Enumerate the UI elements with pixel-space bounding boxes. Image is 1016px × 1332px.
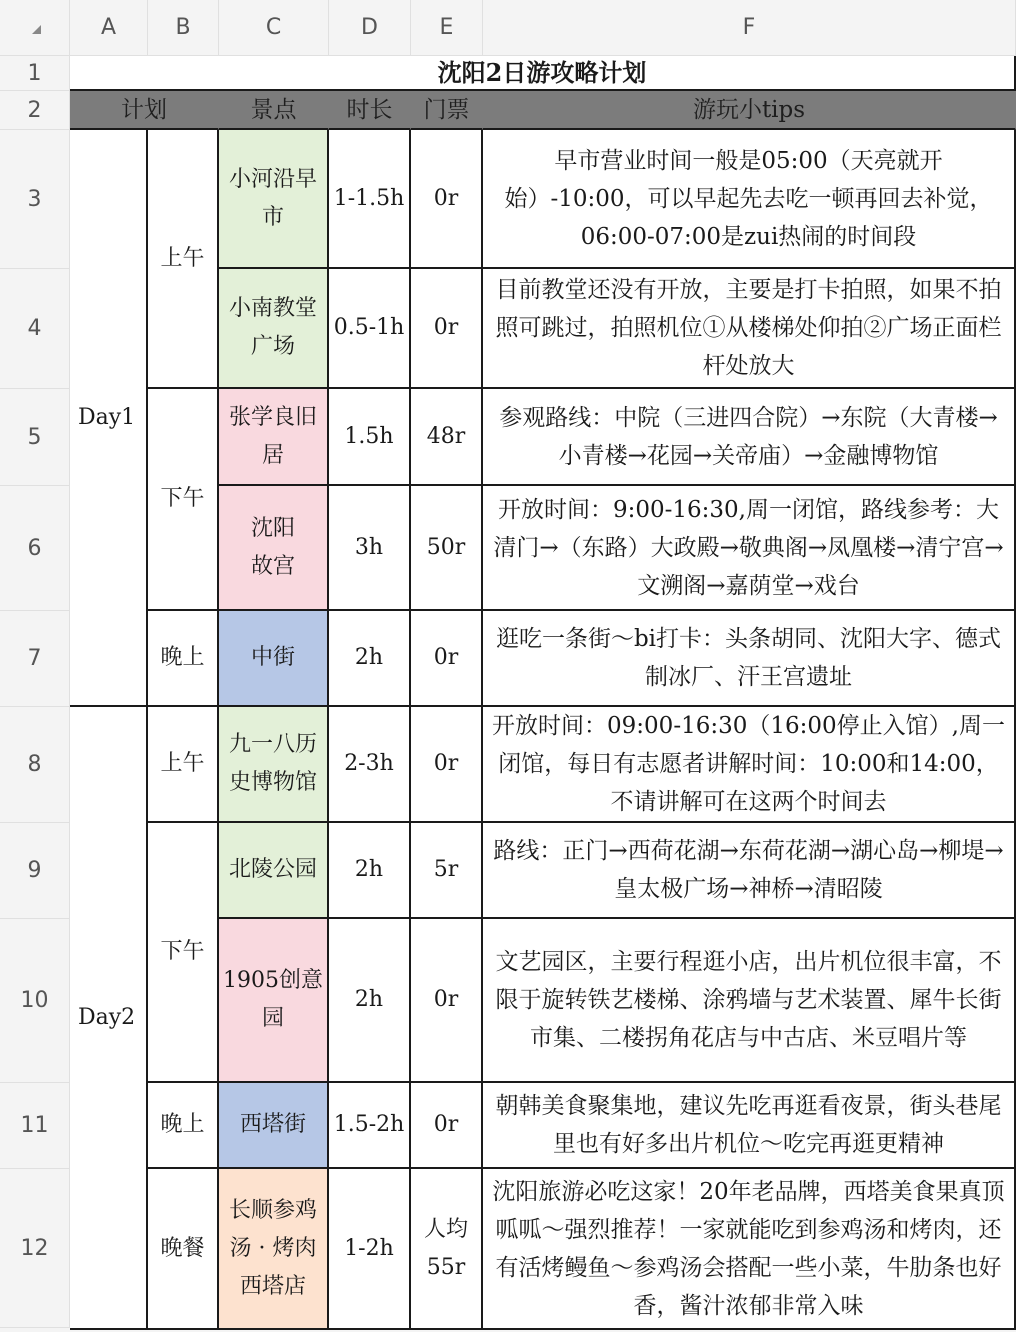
header-spot[interactable]: 景点 xyxy=(219,91,329,130)
row-header-5[interactable]: 5 xyxy=(0,389,70,486)
tips-cell[interactable]: 朝韩美食聚集地，建议先吃再逛看夜景，街头巷尾里也有好多出片机位～吃完再逛更精神 xyxy=(483,1083,1016,1169)
duration-cell[interactable]: 3h xyxy=(329,486,411,611)
row-header-2[interactable]: 2 xyxy=(0,91,70,130)
period-day2-dinner[interactable]: 晚餐 xyxy=(148,1169,219,1330)
tips-cell[interactable]: 开放时间：9:00-16:30,周一闭馆，路线参考：大清门→（东路）大政殿→敬典阁→凤凰楼→清宁宫→文溯阁→嘉荫堂→戏台 xyxy=(483,486,1016,611)
day1-cell[interactable]: Day1 xyxy=(70,130,148,707)
ticket-cell[interactable]: 0r xyxy=(411,269,483,389)
row-header-3[interactable]: 3 xyxy=(0,130,70,269)
tips-cell[interactable]: 开放时间：09:00-16:30（16:00停止入馆）,周一闭馆，每日有志愿者讲解时间：10:00和14:00，不请讲解可在这两个时间去 xyxy=(483,707,1016,823)
column-header-b[interactable]: B xyxy=(148,0,219,56)
column-header-d[interactable]: D xyxy=(329,0,411,56)
ticket-cell[interactable]: 0r xyxy=(411,707,483,823)
column-header-a[interactable]: A xyxy=(70,0,148,56)
ticket-cell[interactable]: 0r xyxy=(411,919,483,1083)
spot-cell[interactable]: 中街 xyxy=(219,611,329,707)
column-header-c[interactable]: C xyxy=(219,0,329,56)
column-header-e[interactable]: E xyxy=(411,0,483,56)
spot-cell[interactable]: 长顺参鸡汤 · 烤肉西塔店 xyxy=(219,1169,329,1330)
day2-cell[interactable]: Day2 xyxy=(70,707,148,1330)
spot-cell[interactable]: 张学良旧居 xyxy=(219,389,329,486)
row-header-11[interactable]: 11 xyxy=(0,1083,70,1169)
header-plan[interactable]: 计划 xyxy=(70,91,219,130)
column-header-f[interactable]: F xyxy=(483,0,1016,56)
spot-cell[interactable]: 九一八历史博物馆 xyxy=(219,707,329,823)
row-header-8[interactable]: 8 xyxy=(0,707,70,823)
header-tips[interactable]: 游玩小tips xyxy=(483,91,1016,130)
spot-cell[interactable]: 1905创意园 xyxy=(219,919,329,1083)
row-header-7[interactable]: 7 xyxy=(0,611,70,707)
duration-cell[interactable]: 1-1.5h xyxy=(329,130,411,269)
period-day1-morning[interactable]: 上午 xyxy=(148,130,219,389)
duration-cell[interactable]: 2-3h xyxy=(329,707,411,823)
tips-cell[interactable]: 沈阳旅游必吃这家！20年老品牌，西塔美食果真顶呱呱～强烈推荐！一家就能吃到参鸡汤和烤肉，还有活烤鳗鱼～参鸡汤会搭配一些小菜，牛肋条也好香，酱汁浓郁非常入味 xyxy=(483,1169,1016,1330)
header-ticket[interactable]: 门票 xyxy=(411,91,483,130)
period-day1-evening[interactable]: 晚上 xyxy=(148,611,219,707)
sheet-title[interactable]: 沈阳2日游攻略计划 xyxy=(70,56,1016,91)
duration-cell[interactable]: 1.5h xyxy=(329,389,411,486)
tips-cell[interactable]: 文艺园区，主要行程逛小店，出片机位很丰富，不限于旋转铁艺楼梯、涂鸦墙与艺术装置、犀牛长街市集、二楼拐角花店与中古店、米豆唱片等 xyxy=(483,919,1016,1083)
spot-cell[interactable]: 沈阳故宫 xyxy=(219,486,329,611)
spot-cell[interactable]: 西塔街 xyxy=(219,1083,329,1169)
ticket-cell[interactable]: 0r xyxy=(411,1083,483,1169)
tips-cell[interactable]: 早市营业时间一般是05:00（天亮就开始）-10:00，可以早起先去吃一顿再回去补觉，06:00-07:00是zui热闹的时间段 xyxy=(483,130,1016,269)
ticket-cell[interactable]: 0r xyxy=(411,130,483,269)
period-day1-afternoon[interactable]: 下午 xyxy=(148,389,219,611)
duration-cell[interactable]: 2h xyxy=(329,611,411,707)
duration-cell[interactable]: 0.5-1h xyxy=(329,269,411,389)
header-duration[interactable]: 时长 xyxy=(329,91,411,130)
period-day2-evening[interactable]: 晚上 xyxy=(148,1083,219,1169)
duration-cell[interactable]: 1-2h xyxy=(329,1169,411,1330)
spot-cell[interactable]: 小南教堂广场 xyxy=(219,269,329,389)
ticket-cell[interactable]: 50r xyxy=(411,486,483,611)
ticket-cell[interactable]: 5r xyxy=(411,823,483,919)
row-header-10[interactable]: 10 xyxy=(0,919,70,1083)
ticket-cell[interactable]: 48r xyxy=(411,389,483,486)
duration-cell[interactable]: 2h xyxy=(329,919,411,1083)
row-header-12[interactable]: 12 xyxy=(0,1169,70,1328)
row-header-9[interactable]: 9 xyxy=(0,823,70,919)
row-header-1[interactable]: 1 xyxy=(0,56,70,91)
tips-cell[interactable]: 参观路线：中院（三进四合院）→东院（大青楼→小青楼→花园→关帝庙）→金融博物馆 xyxy=(483,389,1016,486)
tips-cell[interactable]: 路线：正门→西荷花湖→东荷花湖→湖心岛→柳堤→皇太极广场→神桥→清昭陵 xyxy=(483,823,1016,919)
select-all-corner[interactable] xyxy=(0,0,70,56)
period-day2-morning[interactable]: 上午 xyxy=(148,707,219,823)
spot-cell[interactable]: 小河沿早市 xyxy=(219,130,329,269)
duration-cell[interactable]: 2h xyxy=(329,823,411,919)
duration-cell[interactable]: 1.5-2h xyxy=(329,1083,411,1169)
tips-cell[interactable]: 目前教堂还没有开放，主要是打卡拍照，如果不拍照可跳过，拍照机位①从楼梯处仰拍②广场正面栏杆处放大 xyxy=(483,269,1016,389)
ticket-cell[interactable]: 0r xyxy=(411,611,483,707)
spot-cell[interactable]: 北陵公园 xyxy=(219,823,329,919)
period-day2-afternoon[interactable]: 下午 xyxy=(148,823,219,1083)
row-header-6[interactable]: 6 xyxy=(0,486,70,611)
select-all-triangle-icon xyxy=(32,25,41,34)
ticket-cell[interactable]: 人均55r xyxy=(411,1169,483,1330)
row-header-4[interactable]: 4 xyxy=(0,269,70,389)
tips-cell[interactable]: 逛吃一条街～bi打卡：头条胡同、沈阳大字、德式制冰厂、汗王宫遗址 xyxy=(483,611,1016,707)
